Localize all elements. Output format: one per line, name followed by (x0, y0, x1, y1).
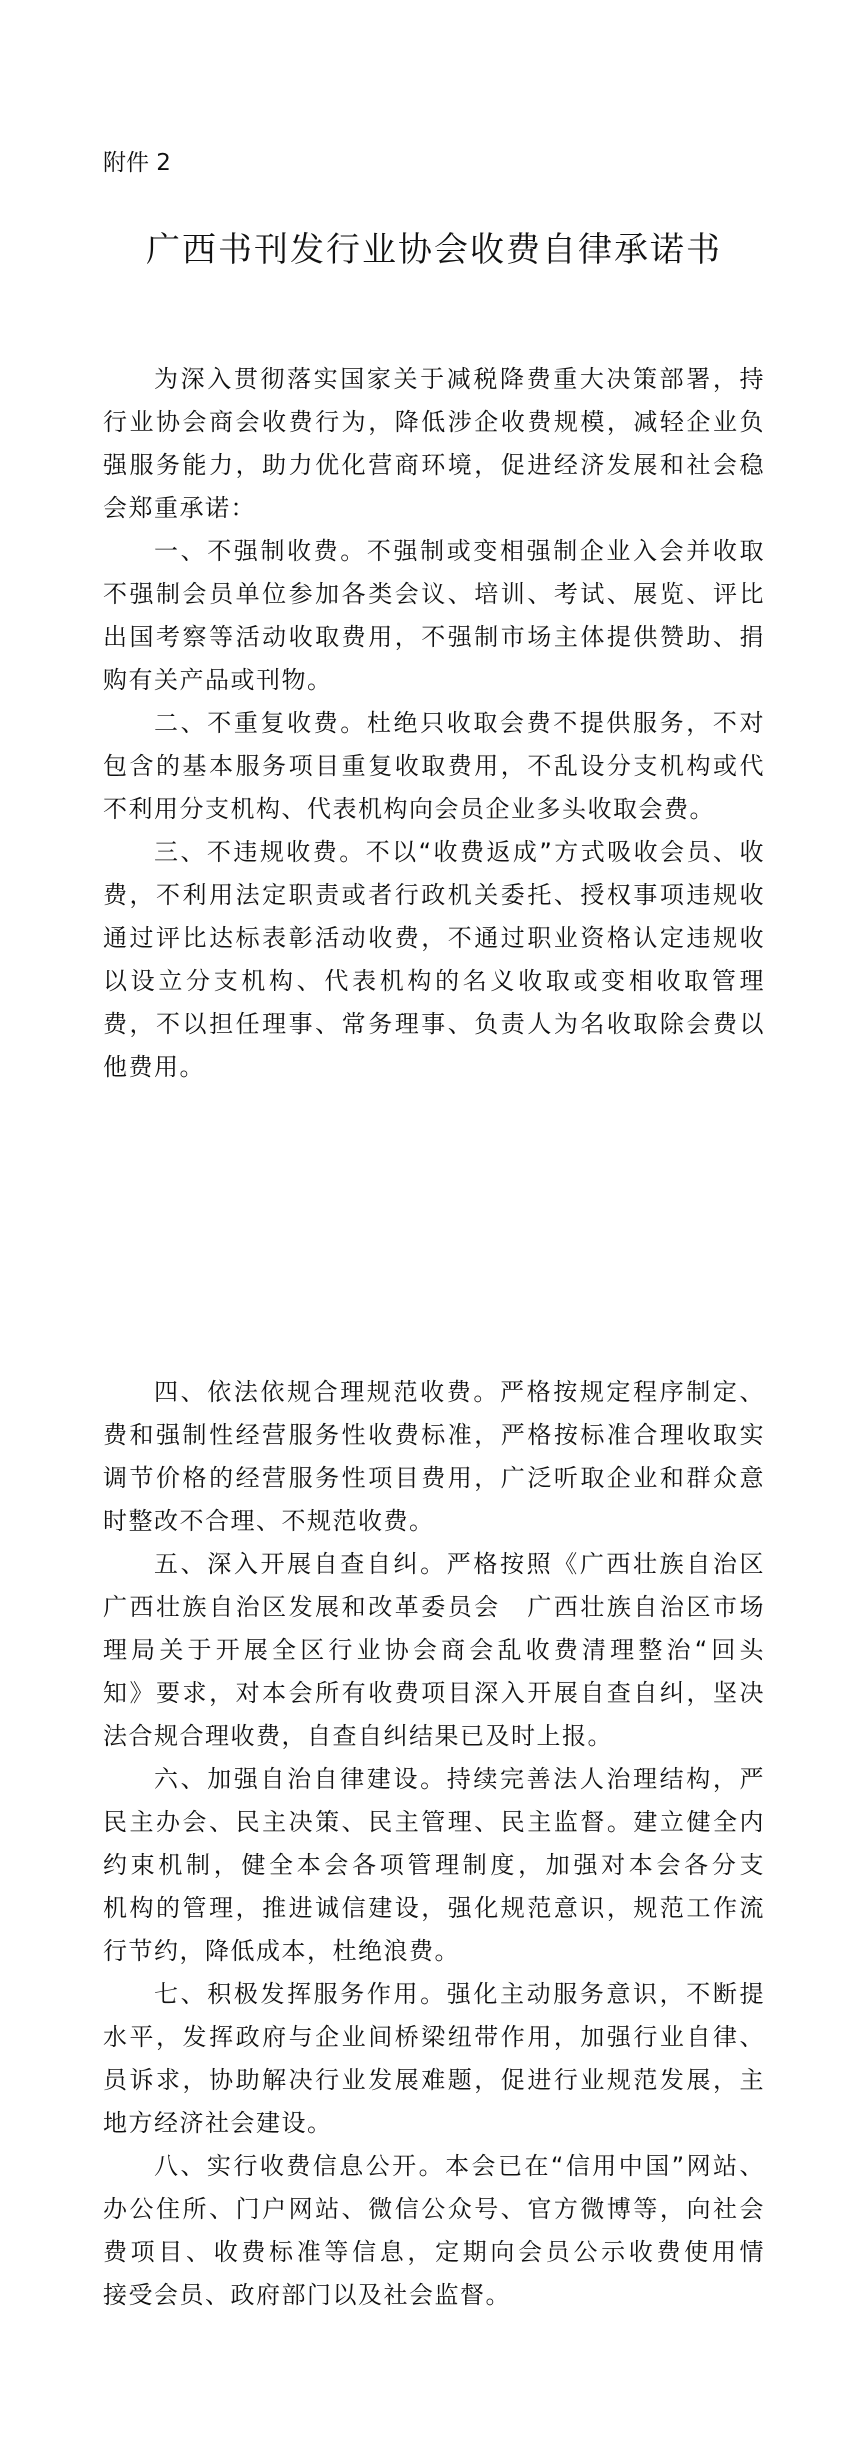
page-1-body (103, 358, 765, 1089)
paragraph (103, 530, 765, 702)
text-line: 一、不强制收费。不强制或变相强制企业入会并收取 (154, 537, 765, 565)
text-line: 广西壮族自治区发展和改革委员会 广西壮族自治区市场 (103, 1593, 765, 1621)
page-2-body (103, 1371, 765, 2317)
text-line: 机构的管理，推进诚信建设，强化规范意识，规范工作流 (103, 1894, 765, 1922)
text-line: 费，不以担任理事、常务理事、负责人为名收取除会费以 (103, 1010, 765, 1038)
text-line: 时整改不合理、不规范收费。 (103, 1507, 435, 1535)
text-line: 不强制会员单位参加各类会议、培训、考试、展览、评比 (103, 580, 765, 608)
paragraph (103, 1543, 765, 1758)
text-line: 通过评比达标表彰活动收费，不通过职业资格认定违规收 (103, 924, 765, 952)
text-line: 行节约，降低成本，杜绝浪费。 (103, 1937, 460, 1965)
text-line: 强服务能力，助力优化营商环境，促进经济发展和社会稳 (103, 451, 765, 479)
text-line: 费项目、收费标准等信息，定期向会员公示收费使用情 (103, 2238, 765, 2266)
text-line: 为深入贯彻落实国家关于减税降费重大决策部署，持 (154, 365, 765, 393)
text-line: 调节价格的经营服务性项目费用，广泛听取企业和群众意 (103, 1464, 765, 1492)
paragraph (103, 1371, 765, 1543)
text-line: 他费用。 (103, 1053, 205, 1081)
text-line: 二、不重复收费。杜绝只收取会费不提供服务，不对 (154, 709, 765, 737)
text-line: 法合规合理收费，自查自纠结果已及时上报。 (103, 1722, 613, 1750)
text-line: 理局关于开展全区行业协会商会乱收费清理整治“回头 (103, 1636, 765, 1664)
text-line: 员诉求，协助解决行业发展难题，促进行业规范发展，主 (103, 2066, 765, 2094)
text-line: 办公住所、门户网站、微信公众号、官方微博等，向社会 (103, 2195, 765, 2223)
text-line: 五、深入开展自查自纠。严格按照《广西壮族自治区 (154, 1550, 765, 1578)
paragraph (103, 358, 765, 530)
text-line: 不利用分支机构、代表机构向会员企业多头收取会费。 (103, 795, 715, 823)
text-line: 费和强制性经营服务性收费标准，严格按标准合理收取实 (103, 1421, 765, 1449)
text-line: 包含的基本服务项目重复收取费用，不乱设分支机构或代 (103, 752, 765, 780)
paragraph (103, 1758, 765, 1973)
text-line: 民主办会、民主决策、民主管理、民主监督。建立健全内 (103, 1808, 765, 1836)
text-line: 七、积极发挥服务作用。强化主动服务意识，不断提 (154, 1980, 765, 2008)
text-line: 六、加强自治自律建设。持续完善法人治理结构，严 (154, 1765, 765, 1793)
paragraph (103, 831, 765, 1089)
text-line: 八、实行收费信息公开。本会已在“信用中国”网站、 (154, 2152, 765, 2180)
text-line: 四、依法依规合理规范收费。严格按规定程序制定、 (154, 1378, 765, 1406)
text-line: 以设立分支机构、代表机构的名义收取或变相收取管理 (103, 967, 765, 995)
attachment-label: 附件 2 (103, 150, 171, 176)
paragraph (103, 2145, 765, 2317)
text-line: 行业协会商会收费行为，降低涉企收费规模，减轻企业负 (103, 408, 765, 436)
text-line: 知》要求，对本会所有收费项目深入开展自查自纠，坚决 (103, 1679, 765, 1707)
text-line: 三、不违规收费。不以“收费返成”方式吸收会员、收 (154, 838, 765, 866)
text-line: 费，不利用法定职责或者行政机关委托、授权事项违规收 (103, 881, 765, 909)
paragraph (103, 1973, 765, 2145)
text-line: 购有关产品或刊物。 (103, 666, 333, 694)
paragraph (103, 702, 765, 831)
text-line: 出国考察等活动收取费用，不强制市场主体提供赞助、捐 (103, 623, 765, 651)
document-title: 广西书刊发行业协会收费自律承诺书 (146, 230, 722, 270)
text-line: 接受会员、政府部门以及社会监督。 (103, 2281, 511, 2309)
text-line: 会郑重承诺： (103, 494, 256, 522)
text-line: 水平，发挥政府与企业间桥梁纽带作用，加强行业自律、 (103, 2023, 765, 2051)
text-line: 约束机制，健全本会各项管理制度，加强对本会各分支 (103, 1851, 765, 1879)
text-line: 地方经济社会建设。 (103, 2109, 333, 2137)
